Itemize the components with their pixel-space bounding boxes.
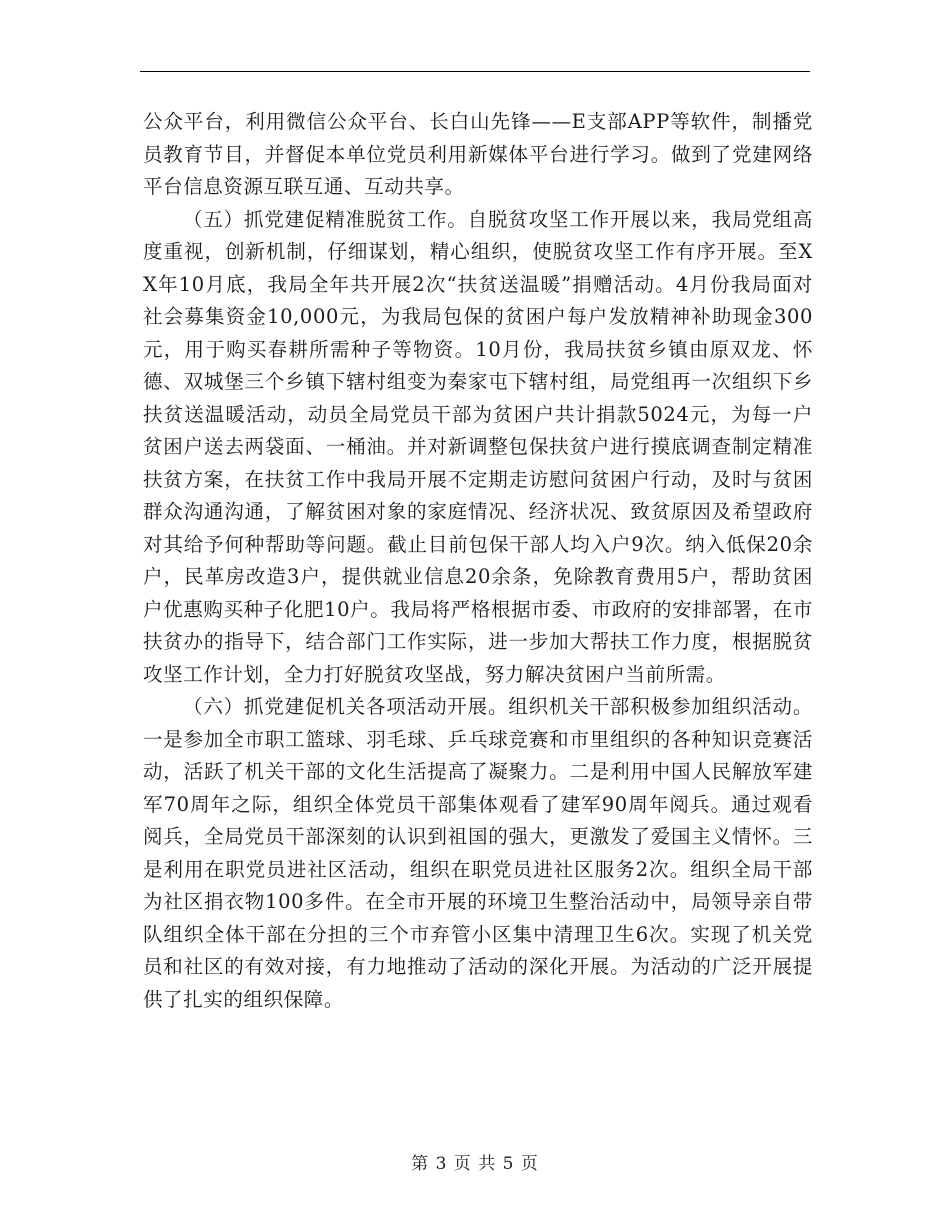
paragraph-section-five: （五）抓党建促精准脱贫工作。自脱贫攻坚工作开展以来，我局党组高度重视，创新机制，仔细谋划，精心组织，使脱贫攻坚工作有序开展。至XX年10月底，我局全年共开展2次“扶贫送温暖”捐赠活动。4月份我局面对社会募集资金10,000元，为我局包保的贫困户每户发放精神补助现金300元，用于购买春耕所需种子等物资。10月份，我局扶贫乡镇由原双龙、怀德、双城堡三个乡镇下辖村组变为秦家屯下辖村组，局党组再一次组织下乡扶贫送温暖活动，动员全局党员干部为贫困户共计捐款5024元，为每一户贫困户送去两袋面、一桶油。并对新调整包保扶贫户进行摸底调查制定精准扶贫方案，在扶贫工作中我局开展不定期走访慰问贫困户行动，及时与贫困群众沟通沟通，了解贫困对象的家庭情况、经济状况、致贫原因及希望政府对其给予何种帮助等问题。截止目前包保干部人均入户9次。纳入低保20余户，民革房改造3户，提供就业信息20余条，免除教育费用5户，帮助贫困户优惠购买种子化肥10户。我局将严格根据市委、市政府的安排部署，在市扶贫办的指导下，结合部门工作实际，进一步加大帮扶工作力度，根据脱贫攻坚工作计划，全力打好脱贫攻坚战，努力解决贫困户当前所需。: [143, 207, 813, 686]
paragraph-section-six: （六）抓党建促机关各项活动开展。组织机关干部积极参加组织活动。一是参加全市职工篮球、羽毛球、乒乓球竞赛和市里组织的各种知识竞赛活动，活跃了机关干部的文化生活提高了凝聚力。二是利用中国人民解放军建军70周年之际，组织全体党员干部集体观看了建军90周年阅兵。通过观看阅兵，全局党员干部深刻的认识到祖国的强大，更激发了爱国主义情怀。三是利用在职党员进社区活动，组织在职党员进社区服务2次。组织全局干部为社区捐衣物100多件。在全市开展的环境卫生整治活动中，局领导亲自带队组织全体干部在分担的三个市弃管小区集中清理卫生6次。实现了机关党员和社区的有效对接，有力地推动了活动的深化开展。为活动的广泛开展提供了扎实的组织保障。: [143, 695, 813, 1011]
paragraph-continued: 公众平台，利用微信公众平台、长白山先锋——E支部APP等软件，制播党员教育节目，并督促本单位党员利用新媒体平台进行学习。做到了党建网络平台信息资源互联互通、互动共享。: [143, 110, 813, 198]
document-body: [143, 106, 813, 1016]
header-rule: [140, 71, 810, 72]
page-number-footer: 第 3 页 共 5 页: [411, 1154, 539, 1174]
